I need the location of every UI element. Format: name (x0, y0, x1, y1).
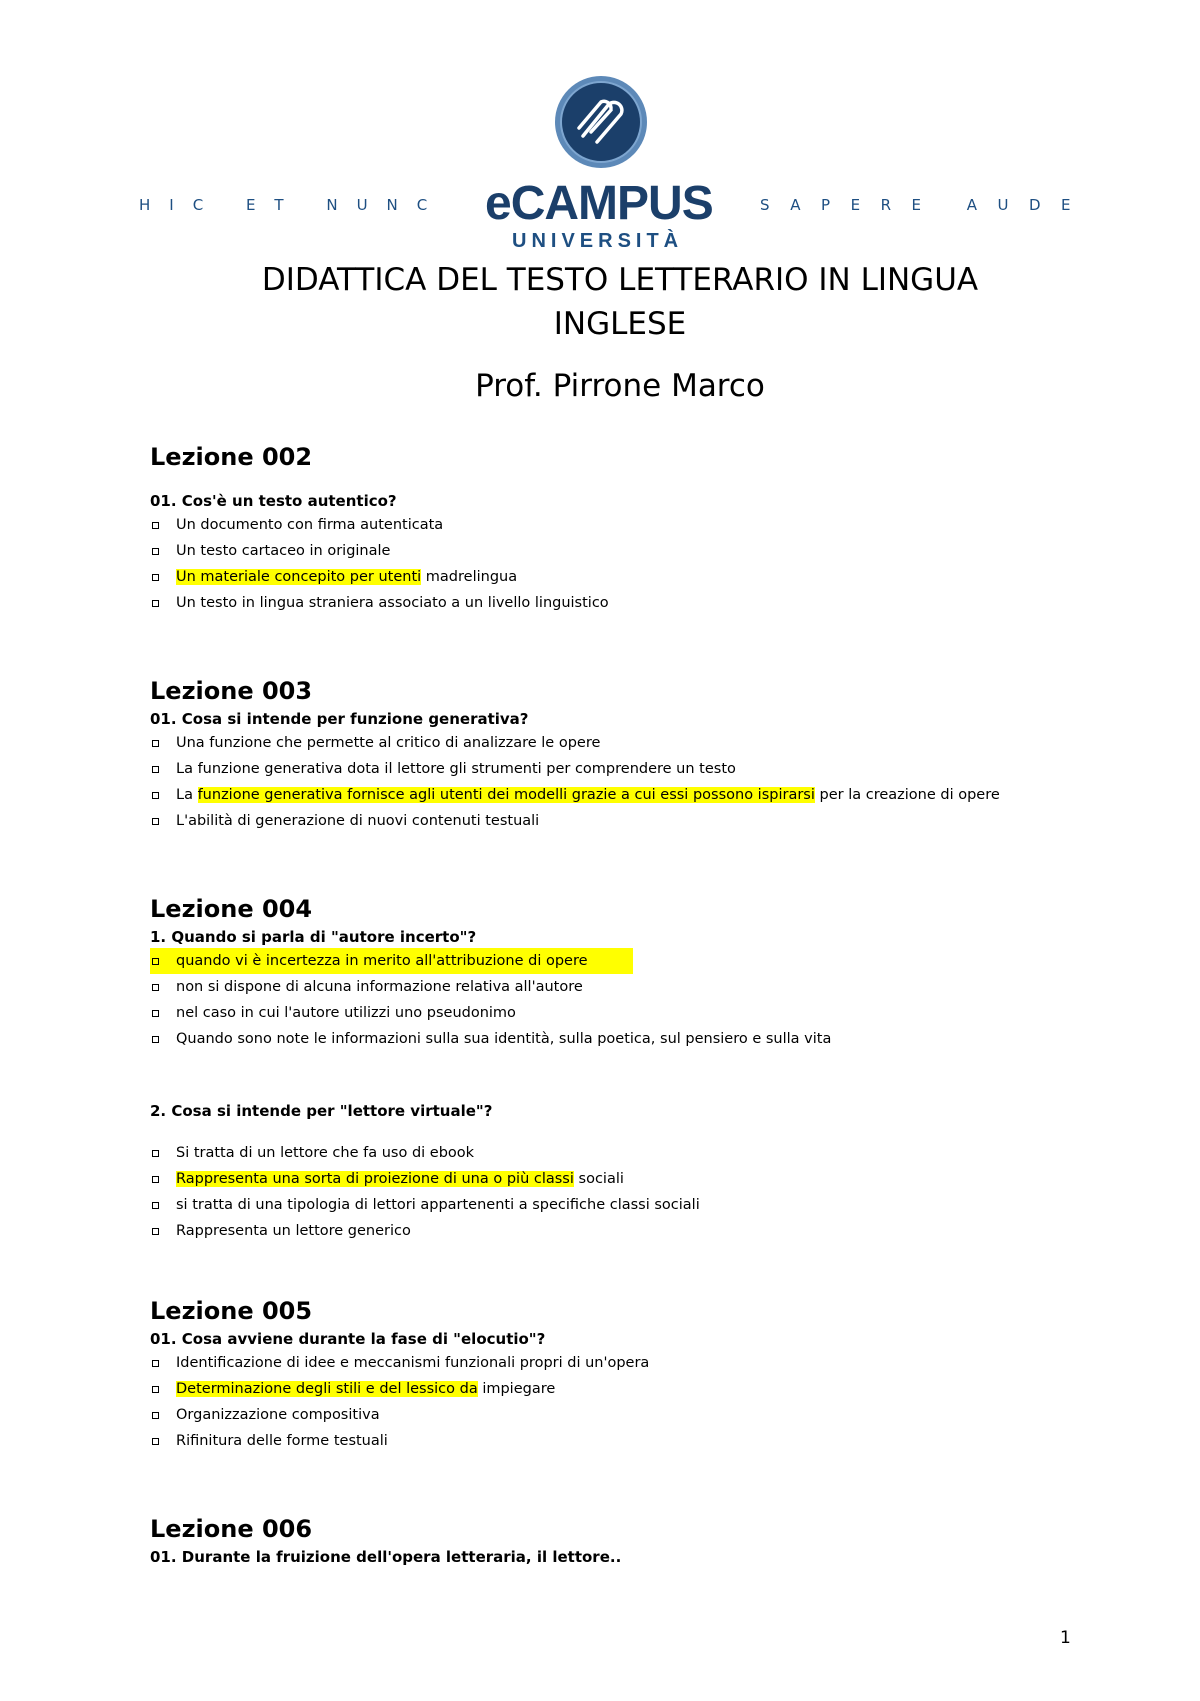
lesson-section (150, 892, 1090, 1244)
answer-option: si tratta di una tipologia di lettori appartenenti a specifiche classi sociali (150, 1192, 1090, 1218)
lesson-section (150, 1512, 1090, 1568)
question-text: 01. Cos'è un testo autentico? (150, 492, 397, 510)
answer-option: Organizzazione compositiva (150, 1402, 1090, 1428)
highlighted-answer: quando vi è incertezza in merito all'attribuzione di opere (150, 948, 633, 974)
lesson-section (150, 1294, 1090, 1454)
question-text: 01. Durante la fruizione dell'opera letteraria, il lettore.. (150, 1548, 622, 1566)
title-line-1: DIDATTICA DEL TESTO LETTERARIO IN LINGUA (261, 262, 979, 298)
question-text: 01. Cosa si intende per funzione generativa? (150, 710, 529, 728)
answer-list (150, 1350, 1090, 1454)
answer-list (150, 948, 1090, 1052)
answer-option: Si tratta di un lettore che fa uso di ebook (150, 1140, 1090, 1166)
question-text: 1. Quando si parla di "autore incerto"? (150, 928, 477, 946)
brand-subtitle: UNIVERSITÀ (512, 230, 684, 252)
document-title (200, 258, 1040, 346)
question-text: 01. Cosa avviene durante la fase di "elocutio"? (150, 1330, 546, 1348)
lesson-title: Lezione 005 (150, 1297, 313, 1325)
lesson-title: Lezione 003 (150, 677, 313, 705)
answer-list (150, 730, 1090, 834)
lesson-title: Lezione 004 (150, 895, 313, 923)
answer-list (150, 512, 1090, 616)
ecampus-emblem-icon (553, 74, 649, 170)
highlighted-answer: funzione generativa fornisce agli utenti dei modelli grazie a cui essi possono ispirarsi (197, 787, 815, 803)
quiz-content (150, 440, 1090, 1568)
highlighted-answer: Rappresenta una sorta di proiezione di una o più classi (176, 1171, 574, 1187)
highlighted-answer: Un materiale concepito per utenti (176, 569, 422, 585)
answer-option: Rappresenta un lettore generico (150, 1218, 1090, 1244)
answer-list (150, 1140, 1090, 1244)
page-number: 1 (1060, 1628, 1071, 1648)
answer-option: non si dispone di alcuna informazione relativa all'autore (150, 974, 1090, 1000)
brand-name: eCAMPUS (485, 177, 713, 230)
answer-option-correct: Rappresenta una sorta di proiezione di una o più classi sociali (150, 1166, 1090, 1192)
answer-option-correct: Determinazione degli stili e del lessico da impiegare (150, 1376, 1090, 1402)
answer-option: Rifinitura delle forme testuali (150, 1428, 1090, 1454)
motto-right: SAPERE AUDE (760, 196, 1092, 214)
highlighted-answer: Determinazione degli stili e del lessico da (176, 1381, 478, 1397)
answer-option-correct: La funzione generativa fornisce agli utenti dei modelli grazie a cui essi possono ispirarsi per la creazione di opere (150, 782, 1090, 808)
answer-option: Identificazione di idee e meccanismi funzionali propri di un'opera (150, 1350, 1090, 1376)
answer-option: nel caso in cui l'autore utilizzi uno pseudonimo (150, 1000, 1090, 1026)
answer-option: Un testo in lingua straniera associato a un livello linguistico (150, 590, 1090, 616)
answer-option: Quando sono note le informazioni sulla sua identità, sulla poetica, sul pensiero e sulla vita (150, 1026, 1090, 1052)
answer-option-correct: Un materiale concepito per utenti madrelingua (150, 564, 1090, 590)
lesson-title: Lezione 006 (150, 1515, 313, 1543)
title-line-2: INGLESE (553, 306, 687, 342)
university-logo (0, 70, 1200, 250)
lesson-section (150, 674, 1090, 834)
question-text: 2. Cosa si intende per "lettore virtuale"? (150, 1102, 493, 1120)
lesson-section (150, 440, 1090, 616)
answer-option: Un documento con firma autenticata (150, 512, 1090, 538)
answer-option: L'abilità di generazione di nuovi contenuti testuali (150, 808, 1090, 834)
answer-option: La funzione generativa dota il lettore gli strumenti per comprendere un testo (150, 756, 1090, 782)
lesson-title: Lezione 002 (150, 443, 313, 471)
motto-left: HIC ET NUNC (139, 196, 447, 214)
professor-name: Prof. Pirrone Marco (475, 368, 765, 404)
answer-option: Un testo cartaceo in originale (150, 538, 1090, 564)
answer-option: Una funzione che permette al critico di analizzare le opere (150, 730, 1090, 756)
answer-option-correct (150, 948, 1090, 974)
